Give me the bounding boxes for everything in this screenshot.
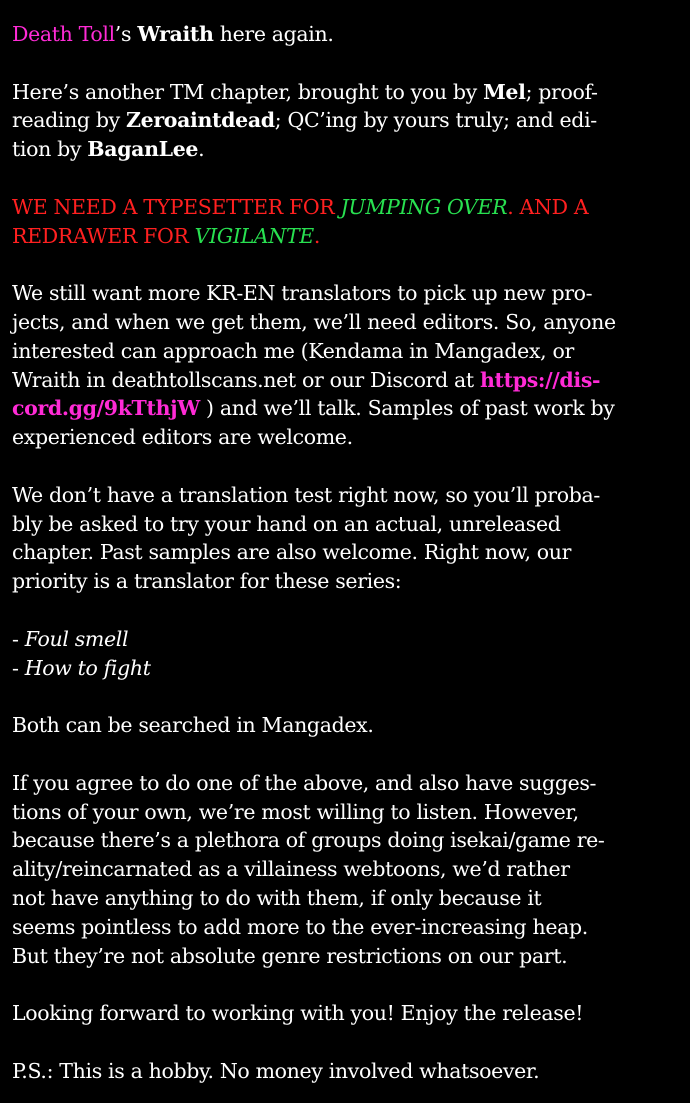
- translators-line-4: [12, 366, 680, 395]
- series-foul-smell: Foul smell: [24, 626, 129, 651]
- credits-text: ; proof-: [525, 79, 598, 104]
- list-item: [12, 654, 680, 683]
- ps-text: P.S.: This is a hobby. No money involved whatsoever.: [12, 1058, 540, 1083]
- series-list: [12, 625, 680, 683]
- suggestions-line-1: If you agree to do one of the above, and also have sugges-: [12, 770, 597, 795]
- test-line-1: We don’t have a translation test right now, so you’ll proba-: [12, 482, 600, 507]
- list-dash: -: [12, 626, 25, 651]
- search-note-text: Both can be searched in Mangadex.: [12, 713, 374, 738]
- credits-line-3: [12, 135, 680, 164]
- series-vigilante: VIGILANTE: [194, 223, 314, 248]
- ps-paragraph: [12, 1057, 680, 1086]
- suggestions-line-7: But they’re not absolute genre restrictions on our part.: [12, 943, 568, 968]
- credits-text: tion by: [12, 137, 88, 162]
- list-item: [12, 625, 680, 654]
- intro-line: [12, 20, 680, 49]
- series-how-to-fight: How to fight: [24, 655, 151, 680]
- translators-line-5: [12, 394, 680, 423]
- suggestions-line-3: because there’s a plethora of groups doing isekai/game re-: [12, 828, 605, 853]
- recruit-text: .: [313, 223, 321, 248]
- discord-link-part-2[interactable]: cord.gg/9kTthjW: [12, 396, 200, 421]
- author-name: Wraith: [137, 22, 214, 46]
- translators-line-6: experienced editors are welcome.: [12, 425, 353, 450]
- credits-text: Here’s another TM chapter, brought to you by: [12, 79, 484, 104]
- translators-paragraph: [12, 279, 680, 452]
- credits-text: .: [198, 137, 205, 162]
- test-paragraph: [12, 481, 680, 596]
- recruit-line-1: [12, 193, 680, 222]
- group-name: Death Toll: [12, 22, 115, 46]
- intro-paragraph: [12, 20, 680, 49]
- suggestions-line-5: not have anything to do with them, if only because it: [12, 885, 542, 910]
- credits-text: ; QC’ing by yours truly; and edi-: [274, 108, 597, 133]
- translators-line-1: We still want more KR-EN translators to pick up new pro-: [12, 281, 593, 306]
- translators-text: ) and we’ll talk. Samples of past work by: [199, 396, 615, 421]
- credits-line-2: [12, 106, 680, 135]
- closing-text: Looking forward to working with you! Enjoy the release!: [12, 1001, 584, 1026]
- recruit-line-2: [12, 222, 680, 251]
- test-line-2: bly be asked to try your hand on an actual, unreleased: [12, 511, 561, 536]
- suggestions-line-4: ality/reincarnated as a villainess webtoons, we’d rather: [12, 857, 570, 882]
- series-jumping-over: JUMPING OVER: [340, 194, 508, 219]
- credits-text: reading by: [12, 108, 127, 133]
- proofreader-name: Zeroaintdead: [126, 108, 275, 133]
- test-line-4: priority is a translator for these series:: [12, 569, 402, 594]
- translators-line-3: interested can approach me (Kendama in Mangadex, or: [12, 338, 574, 363]
- credits-paragraph: [12, 78, 680, 164]
- editor-name: BaganLee: [87, 137, 199, 162]
- translator-name: Mel: [483, 79, 526, 104]
- test-line-3: chapter. Past samples are also welcome. Right now, our: [12, 540, 572, 565]
- discord-link-part-1[interactable]: https://dis-: [479, 367, 601, 392]
- translators-text: Wraith in deathtollscans.net or our Discord at: [12, 367, 480, 392]
- recruit-text: REDRAWER FOR: [12, 223, 195, 248]
- list-dash: -: [12, 655, 25, 680]
- suggestions-paragraph: [12, 769, 680, 971]
- recruit-text: WE NEED A TYPESETTER FOR: [12, 194, 341, 219]
- translators-line-2: jects, and when we get them, we’ll need editors. So, anyone: [12, 309, 616, 334]
- suggestions-line-6: seems pointless to add more to the ever-increasing heap.: [12, 914, 588, 939]
- search-note: [12, 711, 680, 740]
- suggestions-line-2: tions of your own, we’re most willing to listen. However,: [12, 799, 579, 824]
- intro-rest: here again.: [213, 22, 334, 46]
- closing-paragraph: [12, 999, 680, 1028]
- recruit-text: . AND A: [507, 194, 589, 219]
- recruit-paragraph: [12, 193, 680, 251]
- credits-line-1: [12, 78, 680, 107]
- possessive-text: ’s: [114, 22, 138, 46]
